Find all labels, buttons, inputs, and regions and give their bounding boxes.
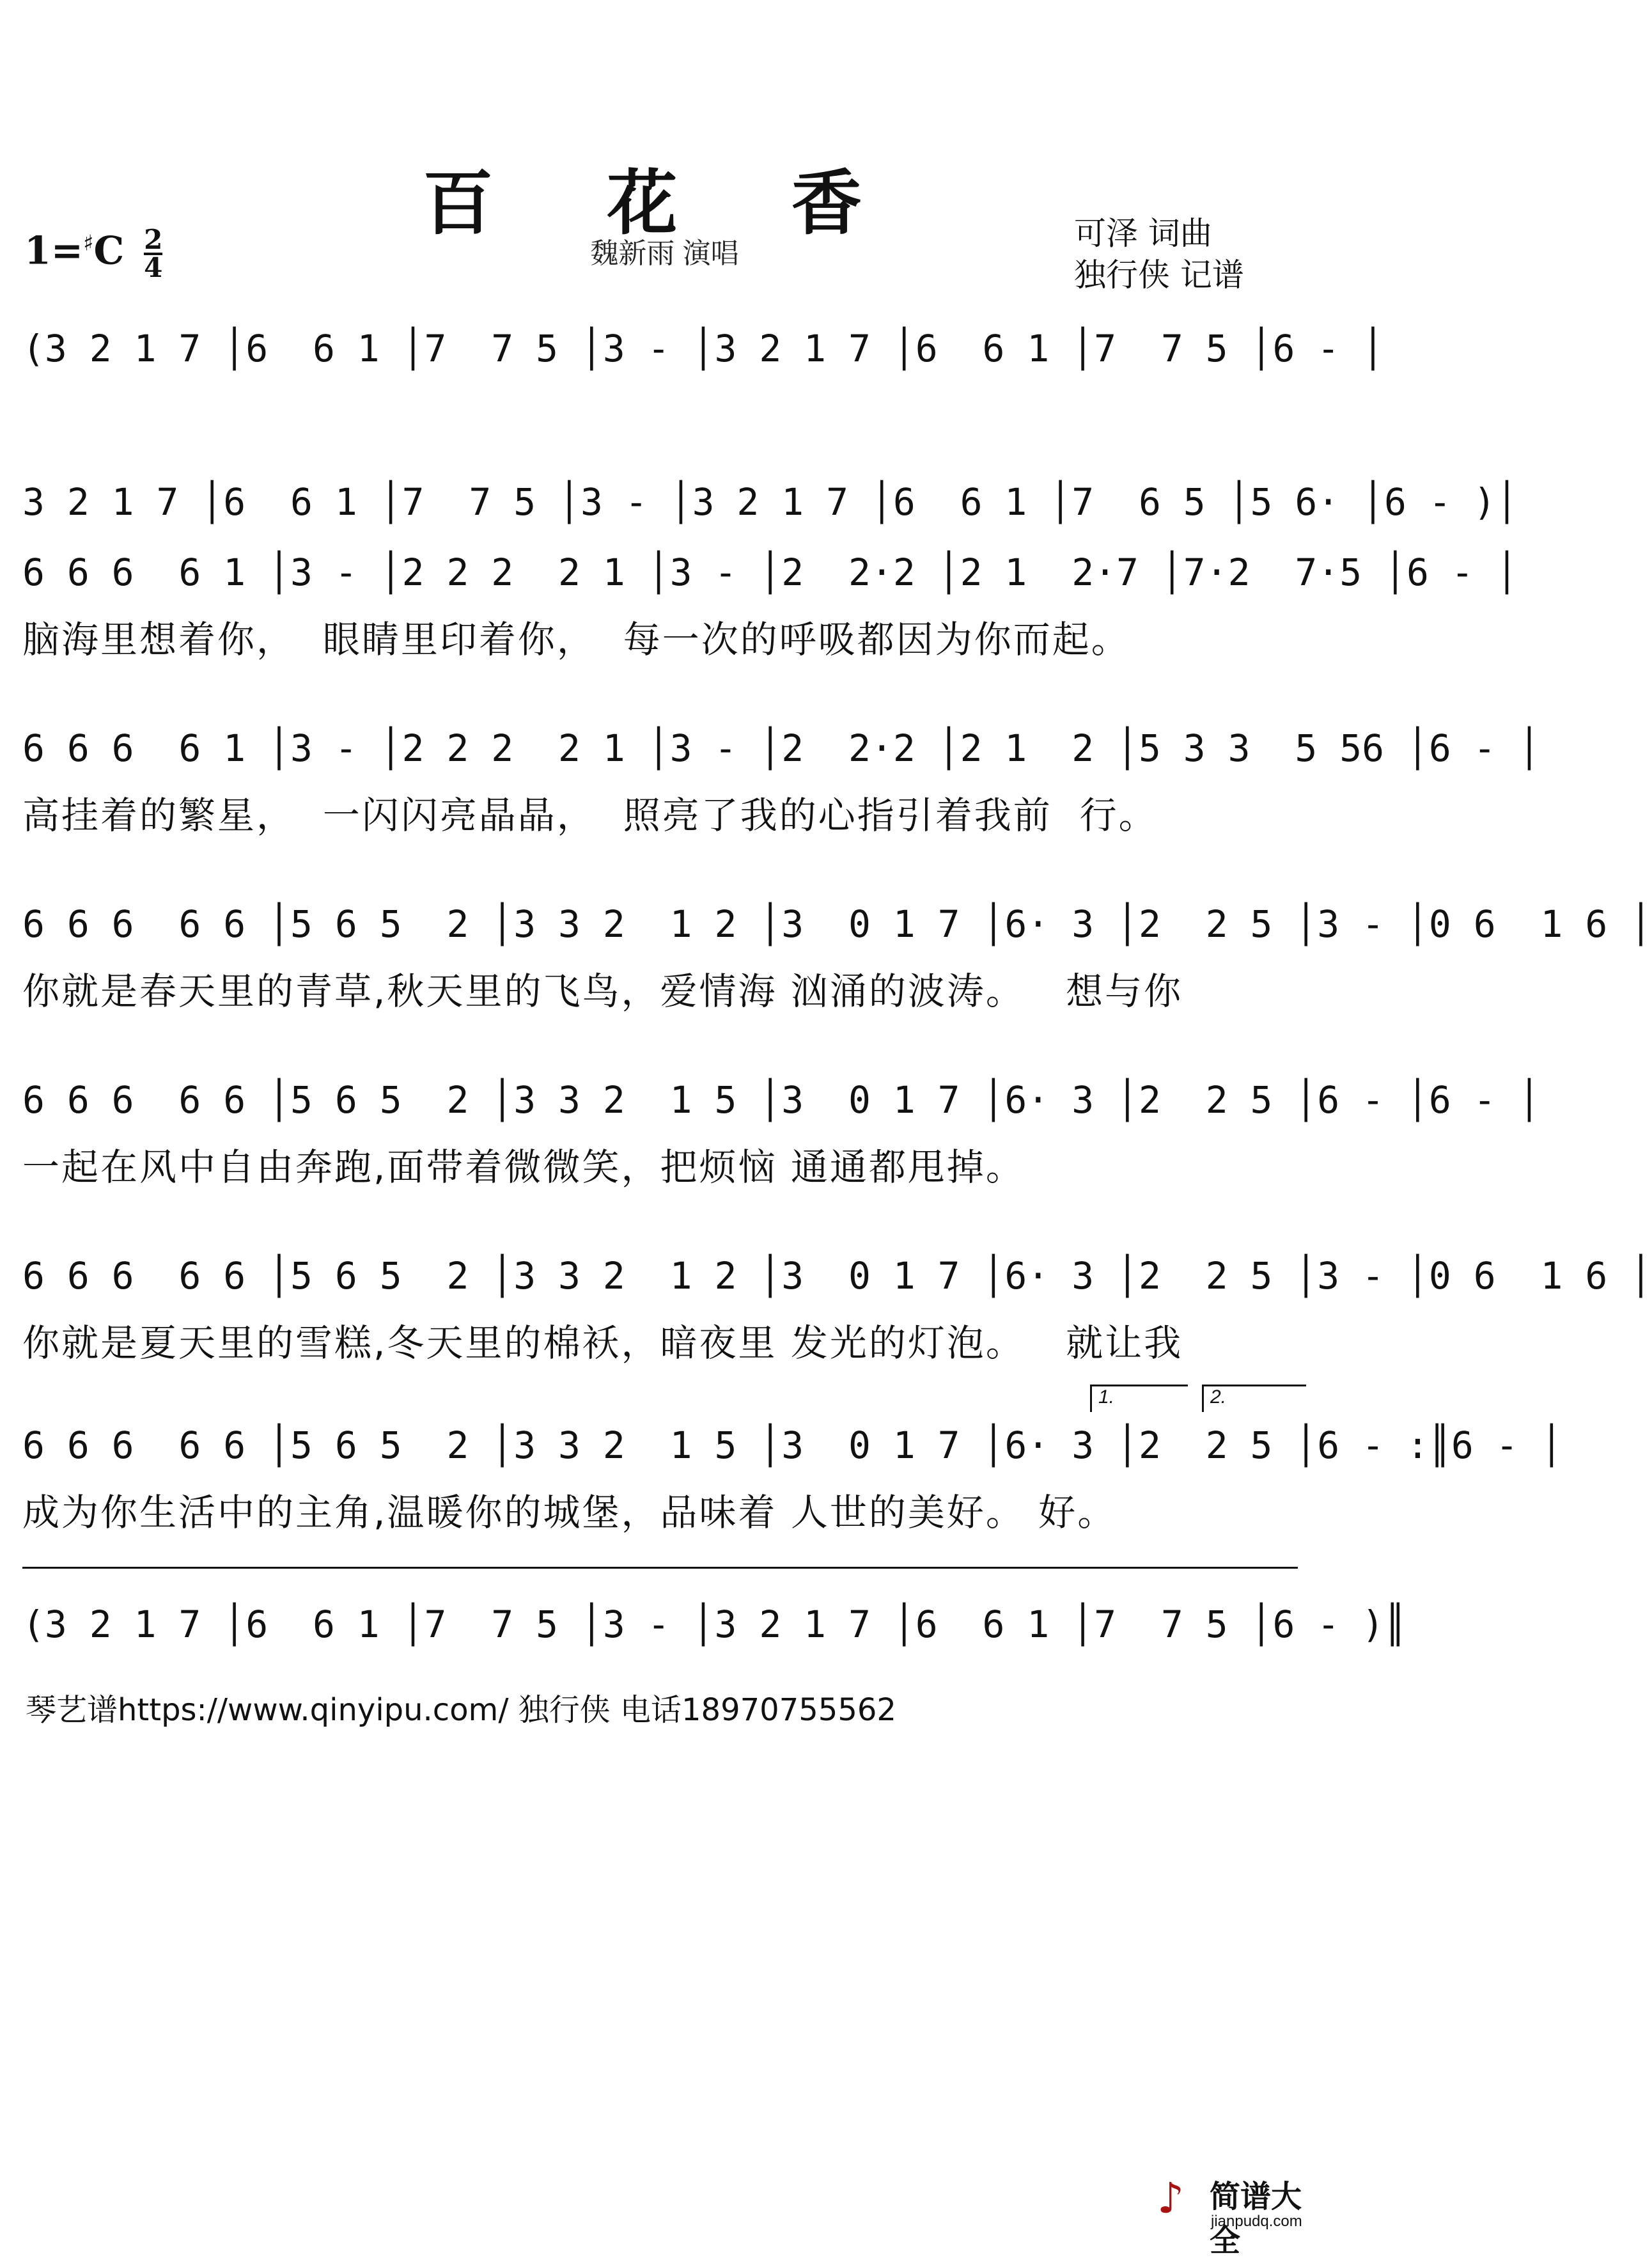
staff-line-1: [22, 310, 1385, 387]
lyrics-line: 高挂着的繁星， 一闪闪亮晶晶， 照亮了我的心指引着我前 行。: [22, 794, 1158, 837]
staff-line-9: [22, 1586, 1407, 1663]
staff-line-2: [22, 464, 1518, 540]
site-logo: [1157, 2168, 1317, 2258]
staff-line-4: [22, 710, 1541, 844]
staff-line-8: [22, 1407, 1563, 1541]
lyrics-line: 一起在风中自由奔跑,面带着微微笑，把烦恼 通通都甩掉。: [22, 1145, 1025, 1189]
staff-line-3: [22, 534, 1518, 668]
logo-brand: 简谱大全: [1210, 2180, 1302, 2258]
lyrics-line: 你就是夏天里的雪糕,冬天里的棉袄，暗夜里 发光的灯泡。 就让我: [22, 1321, 1183, 1365]
sharp-sign: ♯: [83, 230, 94, 256]
logo-icon: ♪: [1157, 2173, 1185, 2223]
first-ending-bracket: 1.: [1090, 1385, 1188, 1412]
song-title: 百 花 香: [423, 162, 907, 244]
key-prefix: 1=: [24, 228, 84, 274]
notation-line: 6 6 6 6 6 │5 6 5 2 │3 3 2 1 2 │3 0 1 7 │6· 3 │2 2 5 │3 - │0 6 1 6 │: [22, 902, 1652, 946]
notation-line: 6 6 6 6 6 │5 6 5 2 │3 3 2 1 5 │3 0 1 7 │6· 3 │2 2 5 │6 - :║6 - │: [22, 1424, 1563, 1467]
logo-site: jianpudq.com: [1211, 2213, 1302, 2230]
staff-line-5: [22, 886, 1652, 1020]
singer-credit: 魏新雨 演唱: [590, 238, 739, 269]
notation-line: (3 2 1 7 │6 6 1 │7 7 5 │3 - │3 2 1 7 │6 6 1 │7 7 5 │6 - │: [22, 327, 1385, 370]
time-signature: [144, 224, 163, 283]
notation-line: 3 2 1 7 │6 6 1 │7 7 5 │3 - │3 2 1 7 │6 6 1 │7 6 5 │5 6· │6 - )│: [22, 480, 1518, 524]
lyrics-music-credit: 可泽 词曲: [1074, 215, 1212, 252]
notation-line: 6 6 6 6 1 │3 - │2 2 2 2 1 │3 - │2 2·2 │2 1 2·7 │7·2 7·5 │6 - │: [22, 551, 1518, 594]
staff-line-6: [22, 1062, 1541, 1196]
notation-line: 6 6 6 6 6 │5 6 5 2 │3 3 2 1 5 │3 0 1 7 │6· 3 │2 2 5 │6 - │6 - │: [22, 1078, 1541, 1122]
key-tonic: C: [93, 228, 125, 274]
lyrics-line: 成为你生活中的主角,温暖你的城堡，品味着 人世的美好。 好。: [22, 1491, 1117, 1534]
key-signature: [24, 224, 163, 283]
transcriber-credit: 独行侠 记谱: [1074, 256, 1244, 294]
lyrics-line: 你就是春天里的青草,秋天里的飞鸟，爱情海 汹涌的波涛。 想与你: [22, 969, 1183, 1013]
second-ending-bracket: 2.: [1202, 1385, 1306, 1412]
notation-line: (3 2 1 7 │6 6 1 │7 7 5 │3 - │3 2 1 7 │6 6 1 │7 7 5 │6 - )║: [22, 1603, 1407, 1646]
staff-line-7: [22, 1237, 1652, 1372]
notation-line: 6 6 6 6 6 │5 6 5 2 │3 3 2 1 2 │3 0 1 7 │6· 3 │2 2 5 │3 - │0 6 1 6 │: [22, 1254, 1652, 1298]
footer-source: 琴艺谱https://www.qinyipu.com/ 独行侠 电话18970755562: [26, 1692, 896, 1728]
outro-rule: [22, 1567, 1298, 1569]
notation-line: 6 6 6 6 1 │3 - │2 2 2 2 1 │3 - │2 2·2 │2 1 2 │5 3 3 5 56 │6 - │: [22, 726, 1541, 770]
time-bottom: 4: [144, 252, 163, 283]
lyrics-line: 脑海里想着你， 眼睛里印着你， 每一次的呼吸都因为你而起。: [22, 618, 1130, 661]
time-top: 2: [144, 224, 163, 255]
